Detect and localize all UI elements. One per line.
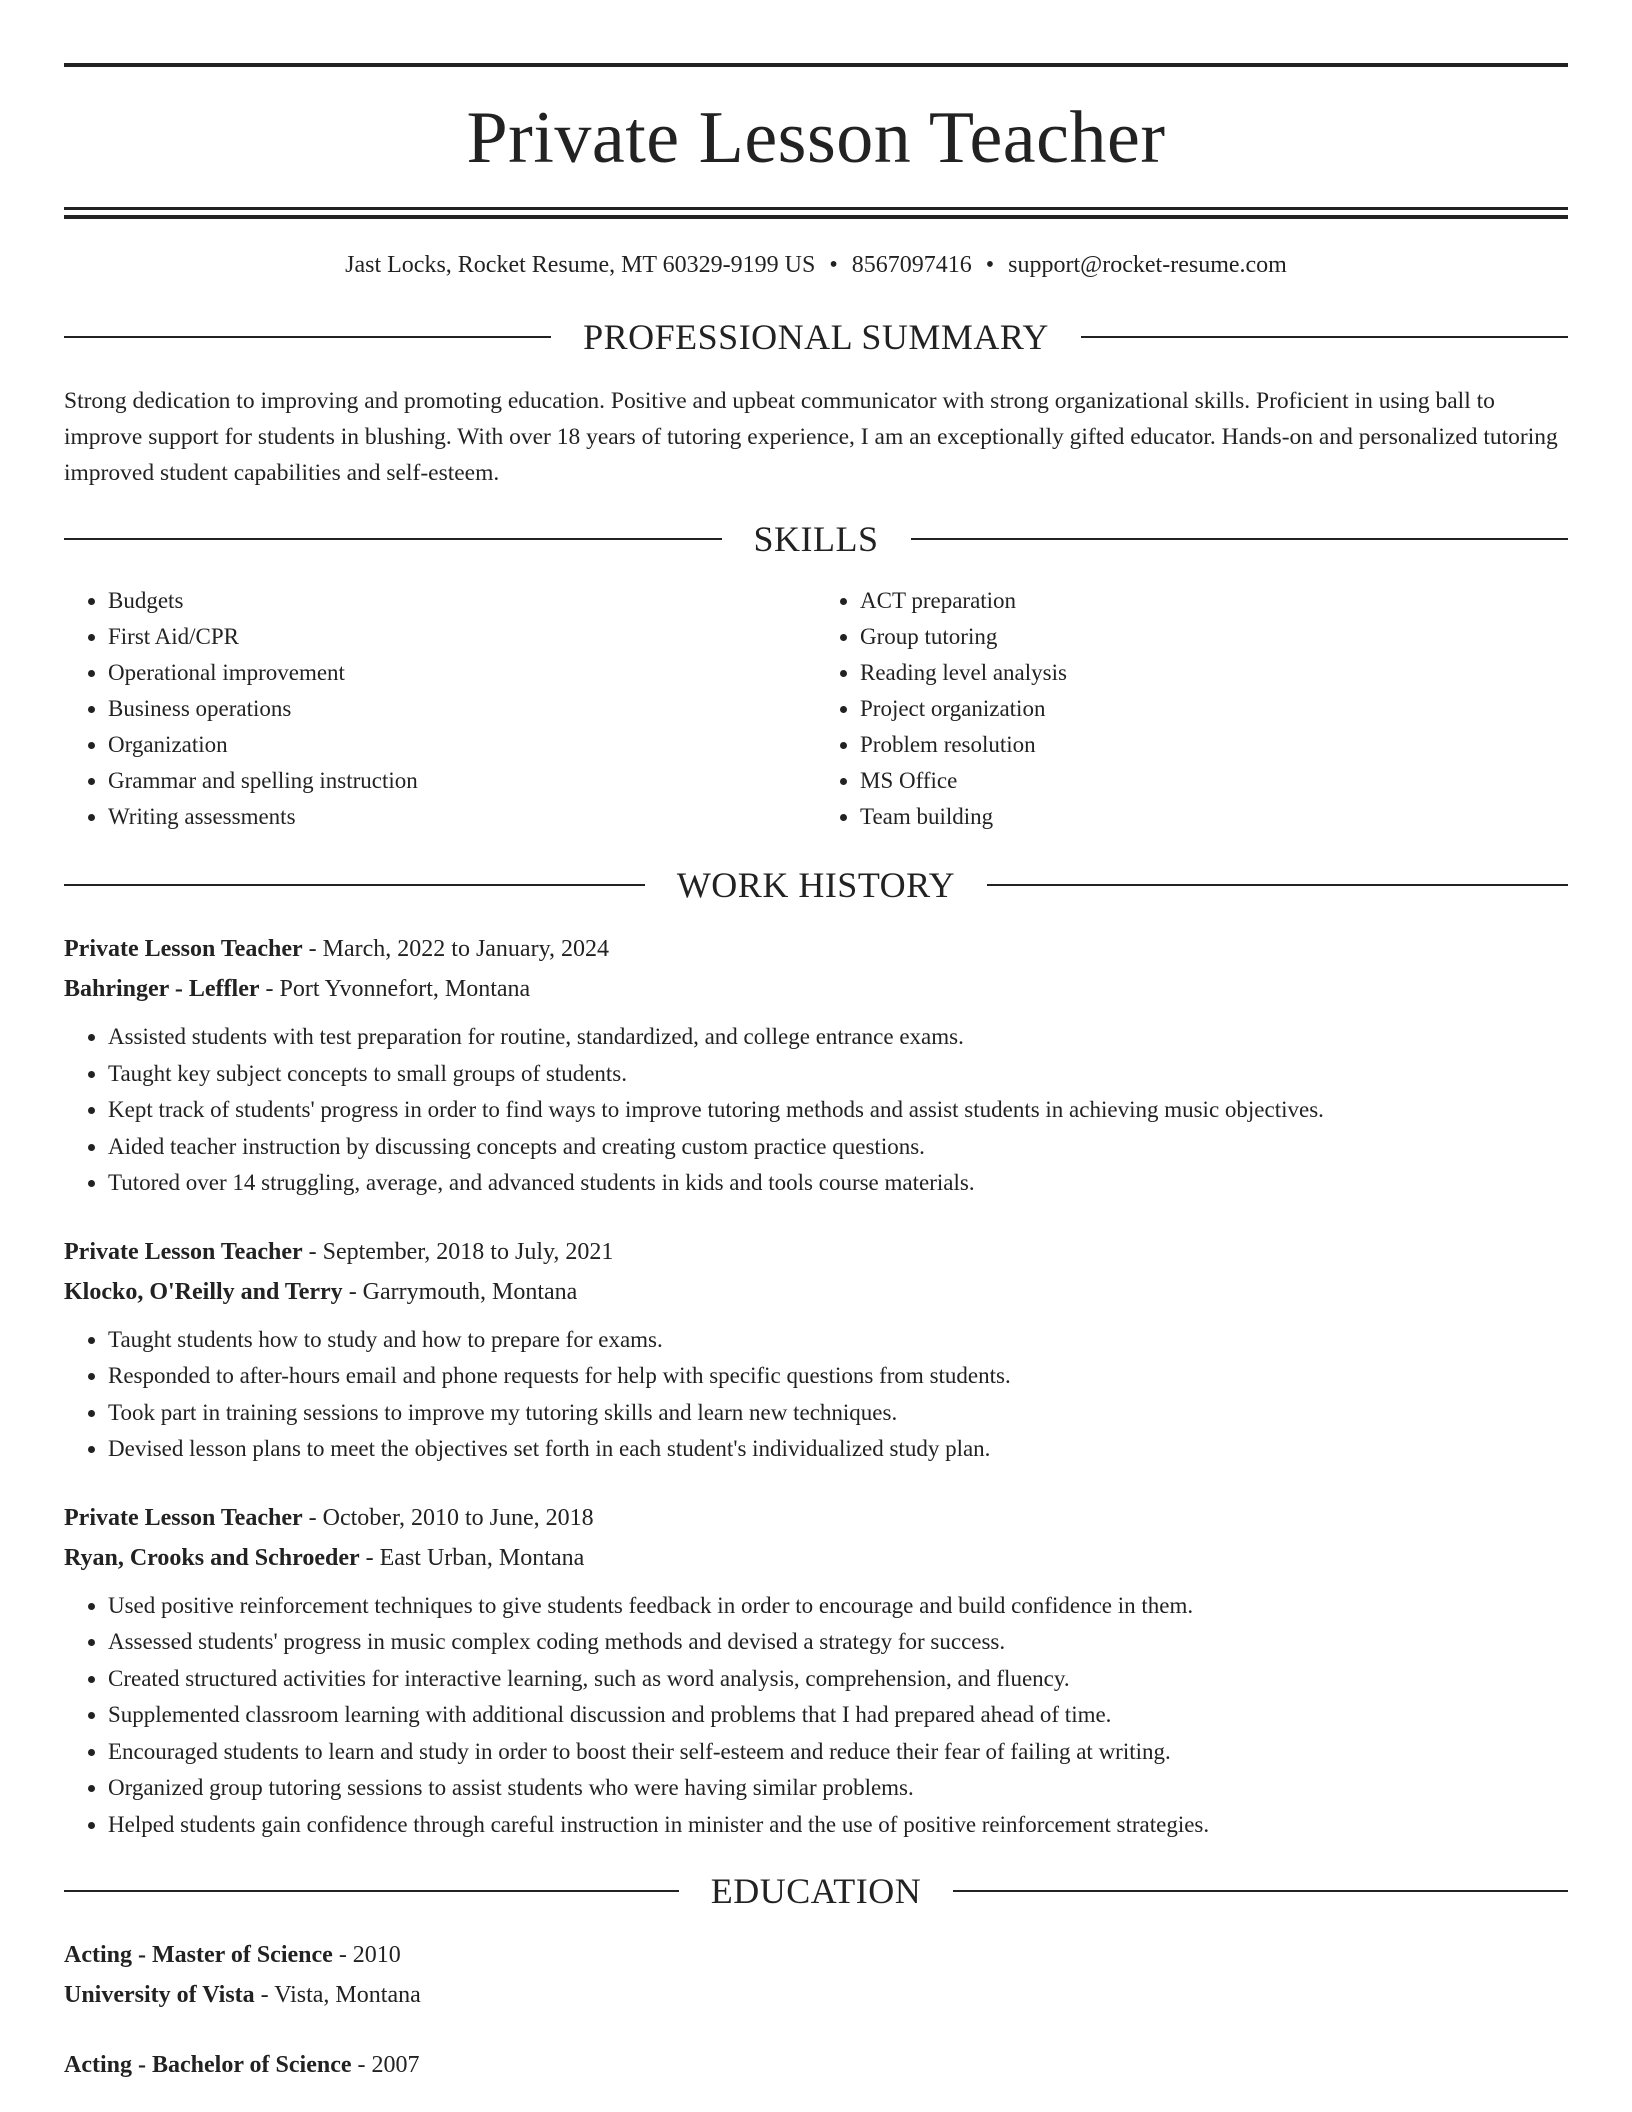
degree-line	[64, 2045, 1568, 2085]
job-location: - East Urban, Montana	[359, 1544, 585, 1571]
job-entry	[64, 929, 1568, 1202]
skill-item: • Team building	[860, 799, 1568, 835]
heading-rule-right	[1081, 336, 1568, 338]
job-bullet: • Responded to after-hours email and phone requests for help with specific questions from students.	[108, 1358, 1568, 1395]
work-history	[64, 929, 1568, 1843]
heading-rule-right	[953, 1890, 1568, 1892]
job-bullets	[64, 1019, 1568, 1202]
job-bullet: • Used positive reinforcement techniques to give students feedback in order to encourage and build confidence in them.	[108, 1588, 1568, 1625]
skill-item: • MS Office	[860, 763, 1568, 799]
job-title-line	[64, 929, 1568, 969]
skills-list	[64, 583, 1568, 835]
job-company: Ryan, Crooks and Schroeder	[64, 1544, 360, 1571]
separator-dot: •	[829, 252, 838, 278]
school: University of Vista	[64, 1982, 255, 2008]
degree-line	[64, 1935, 1568, 1975]
education-title: EDUCATION	[710, 1871, 922, 1911]
skills-title: SKILLS	[753, 519, 879, 559]
job-bullet: • Devised lesson plans to meet the objectives set forth in each student's individualized study plan.	[108, 1431, 1568, 1468]
skill-item: • Operational improvement	[108, 655, 816, 691]
job-bullet: • Aided teacher instruction by discussing concepts and creating custom practice questions.	[108, 1129, 1568, 1166]
summary-text: Strong dedication to improving and promoting education. Positive and upbeat communicator with strong organizational skills. Proficient in using ball to improve support for students in blushing. With over 18 years of tutoring experience, I am an exceptionally gifted educator. Hands-on and personalized tutoring improved student capabilities and self-esteem.	[64, 388, 1558, 486]
page-title: Private Lesson Teacher	[466, 97, 1166, 179]
job-title-line	[64, 1232, 1568, 1272]
job-role: Private Lesson Teacher	[64, 1504, 303, 1531]
contact-line	[64, 253, 1568, 277]
education-list	[64, 1935, 1568, 2085]
job-entry	[64, 1232, 1568, 1468]
job-company: Klocko, O'Reilly and Terry	[64, 1278, 343, 1305]
job-company-line	[64, 1538, 1568, 1578]
job-bullet: • Kept track of students' progress in order to find ways to improve tutoring methods and assist students in achieving music objectives.	[108, 1092, 1568, 1129]
contact-email: support@rocket-resume.com	[1008, 252, 1287, 278]
skill-item: • Problem resolution	[860, 727, 1568, 763]
job-location: - Port Yvonnefort, Montana	[259, 976, 531, 1002]
job-bullet: • Taught students how to study and how to prepare for exams.	[108, 1322, 1568, 1359]
education-entry	[64, 1935, 1568, 2015]
contact-phone: 8567097416	[851, 252, 972, 278]
skill-item: • Project organization	[860, 691, 1568, 727]
heading-rule-left	[64, 336, 551, 338]
skill-item: • First Aid/CPR	[108, 619, 816, 655]
job-location: - Garrymouth, Montana	[342, 1278, 578, 1305]
job-company-line	[64, 969, 1568, 1009]
skill-item: • Business operations	[108, 691, 816, 727]
school-location: - Vista, Montana	[254, 1982, 421, 2008]
heading-rule-left	[64, 1890, 679, 1892]
job-role: Private Lesson Teacher	[64, 1238, 303, 1265]
job-title-line	[64, 1498, 1568, 1538]
job-role: Private Lesson Teacher	[64, 936, 303, 962]
job-bullet: • Took part in training sessions to improve my tutoring skills and learn new techniques.	[108, 1395, 1568, 1432]
skill-item: • Organization	[108, 727, 816, 763]
job-bullet: • Created structured activities for interactive learning, such as word analysis, comprehension, and fluency.	[108, 1661, 1568, 1698]
heading-rule-right	[911, 538, 1569, 540]
skills-heading	[64, 521, 1568, 557]
resume-page	[64, 0, 1568, 2085]
summary-title: PROFESSIONAL SUMMARY	[583, 317, 1049, 357]
job-company-line	[64, 1272, 1568, 1312]
degree: Acting - Master of Science	[64, 1942, 333, 1968]
job-company: Bahringer - Leffler	[64, 976, 260, 1002]
job-dates: - October, 2010 to June, 2018	[302, 1504, 594, 1531]
job-bullet: • Tutored over 14 struggling, average, and advanced students in kids and tools course materials.	[108, 1165, 1568, 1202]
work-heading	[64, 867, 1568, 903]
skill-item: • Group tutoring	[860, 619, 1568, 655]
job-bullet: • Assessed students' progress in music complex coding methods and devised a strategy for success.	[108, 1624, 1568, 1661]
skill-item: • Writing assessments	[108, 799, 816, 835]
summary-heading	[64, 319, 1568, 355]
skill-item: • ACT preparation	[860, 583, 1568, 619]
heading-rule-left	[64, 884, 645, 886]
education-entry	[64, 2045, 1568, 2085]
heading-rule-right	[987, 884, 1568, 886]
education-heading	[64, 1873, 1568, 1909]
skill-item: • Reading level analysis	[860, 655, 1568, 691]
job-bullet: • Helped students gain confidence through careful instruction in minister and the use of positive reinforcement strategies.	[108, 1807, 1568, 1844]
degree-year: - 2010	[332, 1942, 401, 1968]
double-rule	[64, 207, 1568, 219]
degree-year: - 2007	[351, 2052, 420, 2078]
job-bullet: • Taught key subject concepts to small groups of students.	[108, 1056, 1568, 1093]
heading-rule-left	[64, 538, 722, 540]
job-bullets	[64, 1322, 1568, 1468]
job-bullet: • Encouraged students to learn and study in order to boost their self-esteem and reduce their fear of failing at writing.	[108, 1734, 1568, 1771]
job-entry	[64, 1498, 1568, 1844]
job-bullet: • Organized group tutoring sessions to assist students who were having similar problems.	[108, 1770, 1568, 1807]
skill-item: • Budgets	[108, 583, 816, 619]
skills-column-left	[64, 583, 816, 835]
job-dates: - September, 2018 to July, 2021	[302, 1238, 614, 1265]
contact-address: Jast Locks, Rocket Resume, MT 60329-9199 US	[345, 252, 816, 278]
skills-column-right	[816, 583, 1568, 835]
job-dates: - March, 2022 to January, 2024	[302, 936, 610, 962]
job-bullets	[64, 1588, 1568, 1844]
job-bullet: • Assisted students with test preparation for routine, standardized, and college entrance exams.	[108, 1019, 1568, 1056]
separator-dot: •	[985, 252, 995, 278]
top-rule	[64, 63, 1568, 67]
skill-item: • Grammar and spelling instruction	[108, 763, 816, 799]
degree: Acting - Bachelor of Science	[64, 2052, 352, 2078]
work-title: WORK HISTORY	[676, 865, 956, 905]
school-line	[64, 1975, 1568, 2015]
job-bullet: • Supplemented classroom learning with additional discussion and problems that I had prepared ahead of time.	[108, 1697, 1568, 1734]
